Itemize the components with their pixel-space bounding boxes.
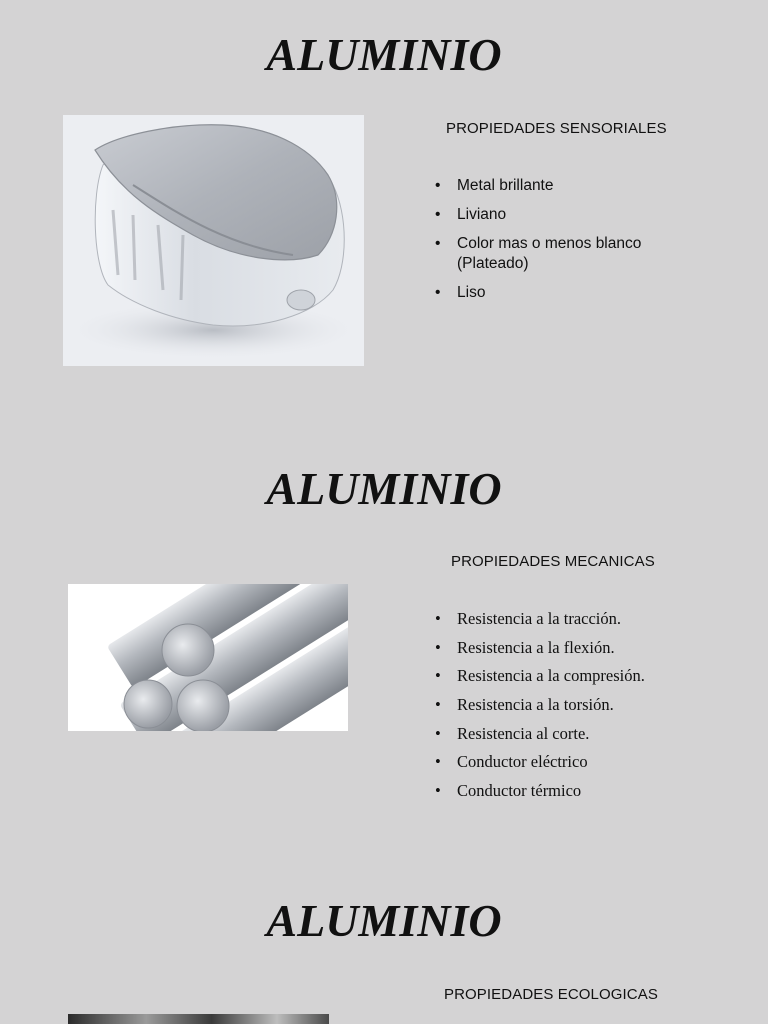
slide-1-heading: PROPIEDADES SENSORIALES [446,120,667,137]
aluminum-scrap-photo [68,1014,329,1024]
slide-3-title: ALUMINIO [266,895,502,946]
list-item: • Resistencia a la compresión. [435,666,735,686]
list-item: • Conductor térmico [435,781,735,801]
slide-2-title: ALUMINIO [266,463,502,514]
slide-2-bullet-list [435,609,735,810]
list-item: • Resistencia al corte. [435,724,735,744]
aluminum-chunk-icon [63,115,364,366]
list-item: • Resistencia a la torsión. [435,695,735,715]
list-item: • Resistencia a la tracción. [435,609,735,629]
list-item: • Resistencia a la flexión. [435,638,735,658]
aluminum-rods-photo [68,584,348,731]
aluminum-chunk-photo [63,115,364,366]
list-item: • Color mas o menos blanco (Plateado) [435,234,695,274]
aluminum-rods-icon [68,584,348,731]
list-item: • Liso [435,283,695,303]
slide-1-bullet-list [435,176,695,312]
slide-2-heading: PROPIEDADES MECANICAS [451,553,655,570]
slide-1-title: ALUMINIO [266,29,502,80]
list-item: • Metal brillante [435,176,695,196]
slide-3-heading: PROPIEDADES ECOLOGICAS [444,986,658,1003]
list-item: • Liviano [435,205,695,225]
list-item: • Conductor eléctrico [435,752,735,772]
